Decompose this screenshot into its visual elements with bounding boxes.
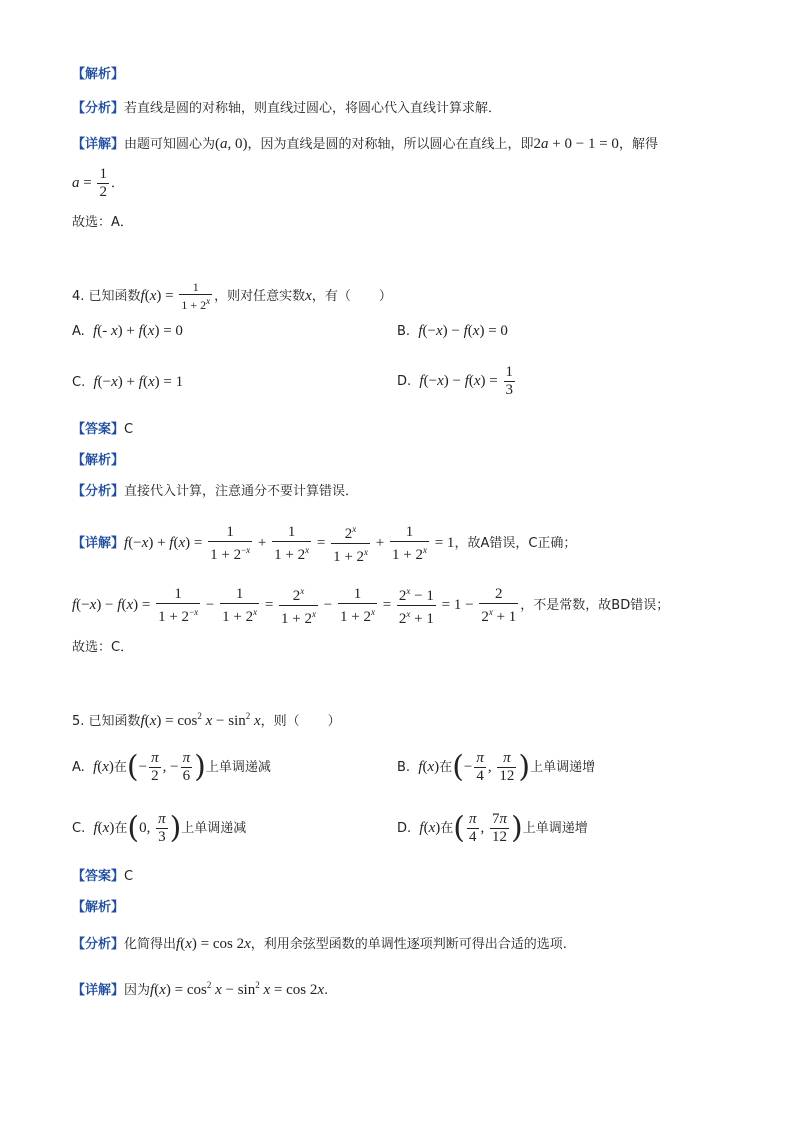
fraction: $\frac{1}{1 + 2^x}$	[339, 585, 375, 625]
fraction: $\frac{\pi}{2}$	[151, 750, 159, 784]
q4-option-a[interactable]	[72, 322, 183, 341]
q4-var-x: x	[305, 287, 312, 304]
q4-stem-close: ）	[378, 288, 392, 304]
q4-option-b-label: B.	[397, 324, 411, 339]
q5-option-c-text: 上单调递减	[181, 820, 247, 836]
q5-option-a-zai: 在	[113, 759, 127, 775]
q5-option-d-zai: 在	[440, 820, 454, 836]
q4-option-a-label: A.	[72, 324, 85, 339]
q5-fenxi-b: ，利用余弦型函数的单调性逐项判断可得出合适的选项.	[250, 937, 567, 952]
fraction: $\frac{2^x}{1 + 2^x}$	[279, 583, 318, 628]
q4-option-b-formula: f(−x) − f(x) = 0	[418, 323, 508, 339]
q5-option-d[interactable]	[397, 811, 588, 846]
q4-stem-prefix: 4. 已知函数	[72, 288, 141, 304]
q4-option-d-formula: f(−x) − f(x) = $\frac{1}{3}$	[419, 364, 514, 398]
q3-xiangjie-c: ，解得	[618, 137, 658, 152]
q5-option-d-fx: f(x)	[419, 819, 441, 836]
q4-stem-mid: ，则对任意实数	[214, 288, 306, 304]
q3-equation-formula: 2a + 0 − 1 = 0	[533, 136, 619, 152]
q5-option-b-zai: 在	[439, 759, 453, 775]
q4-fenxi	[72, 483, 358, 501]
q5-option-d-interval: ( $\frac{\pi}{4}$ , $\frac{7\pi}{12}$ )	[453, 810, 523, 846]
q5-option-a-text: 上单调递减	[205, 759, 271, 775]
q5-xiangjie-formula: $f(x) = \cos^2 x - \sin^2 x = \cos 2x$	[150, 980, 325, 998]
q5-option-b-interval: (− $\frac{\pi}{4}$ , $\frac{\pi}{12}$ )	[452, 749, 531, 785]
q4-option-c-label: C.	[72, 375, 86, 390]
q5-stem-close: ）	[327, 714, 341, 729]
fraction: $\frac{\pi}{3}$	[158, 811, 166, 845]
q3-result-formula: a = $\frac{1}{2}$	[72, 166, 107, 200]
q4-line2-tail: ，不是常数，故BD错误；	[520, 597, 670, 613]
q4-answer: 故选：C．	[72, 640, 134, 655]
q5-stem	[72, 707, 341, 731]
fraction: $\frac{1}{1 + 2^x}$	[392, 523, 427, 563]
fraction: $\frac{2^x - 1}{2^x + 1}$	[397, 583, 436, 628]
q4-fenxi-text: 直接代入计算，注意通分不要计算错误．	[124, 484, 359, 499]
q5-option-d-text: 上单调递增	[522, 820, 588, 836]
q5-option-a-fx: f(x)	[93, 758, 114, 775]
fraction: $\frac{\pi}{4}$	[469, 811, 477, 845]
q4-line2	[72, 583, 669, 628]
q3-jiexi-label: 【解析】	[72, 67, 125, 82]
q5-function-formula: $f(x) = \cos^2 x - \sin^2 x$	[140, 711, 261, 729]
q4-option-b[interactable]	[397, 322, 508, 341]
fraction: $\frac{2}{2^x + 1}$	[481, 585, 517, 625]
q4-xiangjie-formula: f(−x) + f(x) = $\frac{1}{1 + 2^{-x}}$ + $\frac{1}{1 + 2^x}$ = $\frac{2^x}{1 + 2^x}$ + $\frac{1}{1 + 2^x}$ = 1	[124, 535, 454, 551]
q4-stem	[72, 281, 392, 312]
q3-xiangjie-tag: 【详解】	[72, 137, 125, 152]
q4-daan-value: C	[124, 422, 134, 437]
q4-function-formula: f(x) = $\frac{1}{1 + 2^x}$	[140, 280, 211, 312]
q5-fenxi-a: 化简得出	[124, 937, 177, 952]
q4-xiangjie-tail: ，故A错误，C正确；	[454, 535, 577, 551]
q5-option-a[interactable]	[72, 750, 271, 785]
q5-option-c-label: C.	[72, 820, 86, 836]
q5-daan-tag: 【答案】	[72, 869, 125, 884]
q5-option-a-label: A.	[72, 759, 85, 775]
q3-fenxi	[72, 100, 501, 118]
fraction: $\frac{\pi}{12}$	[499, 750, 515, 784]
q5-option-b-label: B.	[397, 759, 411, 775]
q3-xiangjie-b: ，因为直线是圆的对称轴，所以圆心在直线上，即	[247, 137, 534, 152]
q4-option-c-formula: f(−x) + f(x) = 1	[93, 374, 184, 390]
fraction: $\frac{\pi}{4}$	[476, 750, 484, 784]
q5-option-b[interactable]	[397, 750, 595, 785]
fraction: $\frac{7\pi}{12}$	[492, 811, 508, 845]
q5-fenxi-formula: f(x) = cos 2x	[176, 936, 251, 952]
fraction: $\frac{1}{1 + 2^{-x}}$	[210, 523, 251, 563]
fraction: $\frac{1}{1 + 2^{-x}}$	[158, 585, 199, 625]
q4-option-d[interactable]	[397, 364, 517, 399]
q5-stem-prefix: 5. 已知函数	[72, 714, 141, 729]
q5-stem-end: ，则（	[260, 714, 300, 729]
q4-jiexi-label: 【解析】	[72, 453, 125, 468]
q5-xiangjie-end: .	[324, 983, 329, 998]
q3-result-tail: ．	[110, 175, 124, 191]
q5-xiangjie-a: 因为	[124, 983, 151, 998]
fraction: $\frac{2^x}{1 + 2^x}$	[331, 521, 370, 566]
q5-daan-value: C	[124, 869, 134, 884]
fraction: $\frac{1}{1 + 2^x}$	[181, 280, 211, 312]
fraction: $\frac{1}{1 + 2^x}$	[274, 523, 310, 563]
q4-daan-tag: 【答案】	[72, 422, 125, 437]
q3-result	[72, 166, 124, 201]
q5-option-b-fx: f(x)	[418, 758, 440, 775]
q5-option-b-text: 上单调递增	[530, 759, 596, 775]
q3-fenxi-tag: 【分析】	[72, 101, 125, 116]
q4-xiangjie-tag: 【详解】	[72, 535, 125, 551]
fraction: $\frac{\pi}{6}$	[182, 750, 191, 784]
q5-option-c[interactable]	[72, 811, 246, 846]
q3-center-formula: (a, 0)	[215, 136, 248, 152]
q4-line2-formula: f(−x) − f(x) = $\frac{1}{1 + 2^{-x}}$ − $\frac{1}{1 + 2^x}$ = $\frac{2^x}{1 + 2^x}$ − $\frac{1}{1 + 2^x}$ = $\frac{2^x - 1}{2^x + 1}$ = 1 − $\frac{2}{2^x + 1}$	[72, 597, 520, 613]
q5-jiexi-label: 【解析】	[72, 900, 125, 915]
q5-daan	[72, 868, 133, 886]
q5-xiangjie	[72, 976, 328, 1000]
fraction: $\frac{1}{2}$	[99, 166, 107, 200]
q4-option-c[interactable]	[72, 373, 183, 392]
q4-daan	[72, 421, 133, 439]
q5-option-c-zai: 在	[114, 820, 128, 836]
q4-option-a-formula: f(- x) + f(x) = 0	[93, 323, 183, 339]
q3-fenxi-text: 若直线是圆的对称轴，则直线过圆心，将圆心代入直线计算求解．	[124, 101, 502, 116]
q4-option-d-label: D.	[397, 373, 412, 389]
fraction: $\frac{1}{1 + 2^x}$	[222, 585, 258, 625]
q4-stem-end: ，有（	[311, 288, 351, 304]
q5-fenxi	[72, 935, 567, 954]
q4-xiangjie	[72, 521, 576, 566]
q5-option-c-fx: f(x)	[93, 819, 115, 836]
q5-option-c-interval: (0, $\frac{\pi}{3}$ )	[127, 810, 182, 846]
q3-xiangjie-a: 由题可知圆心为	[124, 137, 216, 152]
q4-fenxi-tag: 【分析】	[72, 484, 125, 499]
q5-xiangjie-tag: 【详解】	[72, 983, 125, 998]
q5-fenxi-tag: 【分析】	[72, 937, 125, 952]
q5-option-a-interval: (− $\frac{\pi}{2}$ , − $\frac{\pi}{6}$ )	[126, 749, 206, 785]
q3-xiangjie	[72, 135, 658, 154]
fraction: $\frac{1}{3}$	[505, 364, 514, 398]
q5-option-d-label: D.	[397, 820, 412, 836]
q3-answer: 故选：A．	[72, 215, 133, 230]
